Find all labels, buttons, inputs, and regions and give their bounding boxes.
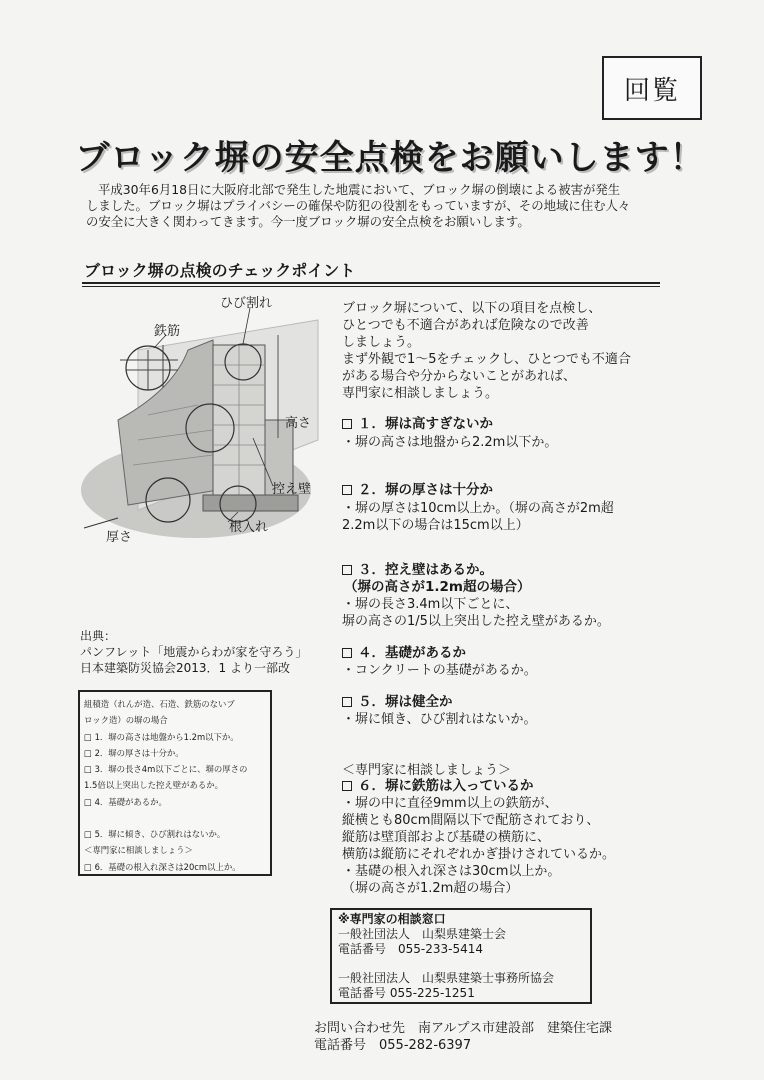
masonry-line: □ 1．塀の高さは地盤から1.2m以下か。 — [84, 731, 239, 742]
item-detail: ・塀の中に直径9mm以上の鉄筋が、 — [342, 796, 558, 811]
instruction-line: ブロック塀について、以下の項目を点検し、 — [342, 301, 602, 316]
label-crack: ひび割れ — [220, 296, 273, 311]
masonry-line: 組積造（れんが造、石造、鉄筋のないブ — [84, 699, 235, 709]
item-title-text: ２．塀の厚さは十分か — [358, 482, 493, 498]
source-citation — [80, 628, 307, 676]
checklist-item-5-title — [342, 694, 453, 711]
contact-heading: ※専門家の相談窓口 — [338, 912, 446, 926]
masonry-line: □ 5．塀に傾き、ひび割れはないか。 — [84, 829, 226, 840]
masonry-line: ロック造）の塀の場合 — [84, 715, 168, 726]
item-detail: 縦筋は壁頂部および基礎の横筋に、 — [342, 830, 551, 845]
item-title-text: ６．塀に鉄筋は入っているか — [358, 778, 534, 794]
checklist-item-5-details — [342, 711, 536, 728]
checkbox-icon — [342, 781, 352, 791]
item-detail: 縦横とも80cm間隔以下で配筋されており、 — [342, 813, 600, 828]
page-title: ブロック塀の安全点検をお願いします！ — [75, 138, 705, 178]
checklist-item-4-details — [342, 662, 537, 679]
contact-phone: 電話番号 055-225-1251 — [338, 986, 475, 1000]
item-detail: （塀の高さが1.2m超の場合） — [342, 881, 519, 896]
masonry-line: 1.5倍以上突出した控え壁があるか。 — [84, 780, 223, 791]
instruction-line: がある場合や分からないことがあれば、 — [342, 369, 577, 384]
inquiry-footer — [314, 1020, 612, 1054]
masonry-line — [84, 810, 266, 826]
intro-line: 平成30年6月18日に大阪府北部で発生した地震において、ブロック塀の倒壊による被害が発生 — [98, 182, 621, 197]
checklist-item-2-title — [342, 482, 493, 499]
item-detail: 2.2m以下の場合は15cm以上） — [342, 518, 529, 533]
contact-org: 一般社団法人 山梨県建築士会 — [338, 927, 507, 941]
expert-contact-box — [330, 908, 592, 1004]
item-title-text: １．塀は高すぎないか — [358, 416, 493, 432]
checklist-item-1-details — [342, 434, 557, 451]
inquiry-line: お問い合わせ先 南アルプス市建設部 建築住宅課 — [314, 1021, 612, 1036]
checklist-item-4-title — [342, 645, 466, 662]
inquiry-phone: 電話番号 055-282-6397 — [314, 1038, 472, 1053]
item-title-text: ３．控え壁はあるか。 — [358, 562, 493, 578]
item-detail: ・コンクリートの基礎があるか。 — [342, 663, 537, 678]
instructions — [342, 300, 631, 402]
item-detail: ・塀に傾き、ひび割れはないか。 — [342, 712, 537, 727]
item-detail: ・塀の長さ3.4m以下ごとに、 — [342, 597, 519, 612]
masonry-line: ＜専門家に相談しましょう＞ — [84, 845, 193, 856]
foundation-shape — [203, 495, 298, 511]
intro-line: しました。ブロック塀はプライバシーの確保や防犯の役割をもっていますが、その地域に住む人々 — [86, 198, 631, 213]
checkbox-icon — [342, 648, 352, 658]
checklist-item-2-details — [342, 500, 614, 534]
label-rebar: 鉄筋 — [154, 324, 181, 339]
item-detail: ・塀の厚さは10cm以上か。（塀の高さが2m超 — [342, 501, 614, 516]
source-line: 日本建築防災協会2013．1 より一部改 — [80, 661, 290, 675]
instruction-line: 専門家に相談しましょう。 — [342, 386, 499, 401]
intro-line: の安全に大きく関わってきます。今一度ブロック塀の安全点検をお願いします。 — [86, 214, 530, 229]
checklist-item-6-details — [342, 795, 615, 897]
checklist-item-3-details — [342, 596, 610, 630]
item-detail: 塀の高さの1/5以上突出した控え壁があるか。 — [342, 614, 610, 629]
checklist-item-6-title — [342, 778, 534, 795]
checklist-item-3-title — [342, 562, 493, 579]
checkbox-icon — [342, 565, 352, 575]
item-title-text: ５．塀は健全か — [358, 694, 453, 710]
masonry-wall-checklist — [78, 690, 272, 876]
instruction-line: まず外観で1～5をチェックし、ひとつでも不適合 — [342, 352, 631, 367]
expert-note: ＜専門家に相談しましょう＞ — [342, 763, 512, 778]
section-heading: ブロック塀の点検のチェックポイント — [84, 261, 356, 280]
masonry-line: □ 4．基礎があるか。 — [84, 796, 167, 807]
label-thickness: 厚さ — [106, 530, 133, 545]
masonry-line: □ 2．塀の厚さは十分か。 — [84, 747, 184, 758]
source-line: 出典： — [80, 629, 117, 643]
instruction-line: しましょう。 — [342, 335, 421, 350]
label-height: 高さ — [285, 416, 312, 431]
label-embed: 根入れ — [229, 520, 269, 535]
item-detail: 横筋は縦筋にそれぞれかぎ掛けされているか。 — [342, 847, 616, 862]
item-detail: ・塀の高さは地盤から2.2m以下か。 — [342, 435, 558, 450]
item-title-text: ４．基礎があるか — [358, 645, 466, 661]
source-line: パンフレット「地震からわが家を守ろう」 — [80, 645, 308, 659]
intro-paragraph — [86, 182, 686, 230]
label-buttress: 控え壁 — [272, 482, 312, 497]
masonry-line: □ 3．塀の長さ4m以下ごとに、塀の厚さの — [84, 764, 248, 775]
instruction-line: ひとつでも不適合があれば危険なので改善 — [342, 318, 589, 333]
circulation-stamp: 回覧 — [602, 56, 702, 120]
masonry-line: □ 6．基礎の根入れ深さは20cm以上か。 — [84, 861, 241, 872]
checkbox-icon — [342, 485, 352, 495]
section-divider — [82, 282, 660, 287]
checklist-item-1-title — [342, 416, 493, 433]
contact-org: 一般社団法人 山梨県建築士事務所協会 — [338, 971, 555, 985]
checklist-item-3-subtitle: （塀の高さが1.2m超の場合） — [344, 579, 531, 595]
contact-spacer — [338, 957, 584, 971]
checkbox-icon — [342, 697, 352, 707]
checkbox-icon — [342, 419, 352, 429]
item-detail: ・基礎の根入れ深さは30cm以上か。 — [342, 864, 561, 879]
contact-phone: 電話番号 055-233-5414 — [338, 942, 484, 956]
